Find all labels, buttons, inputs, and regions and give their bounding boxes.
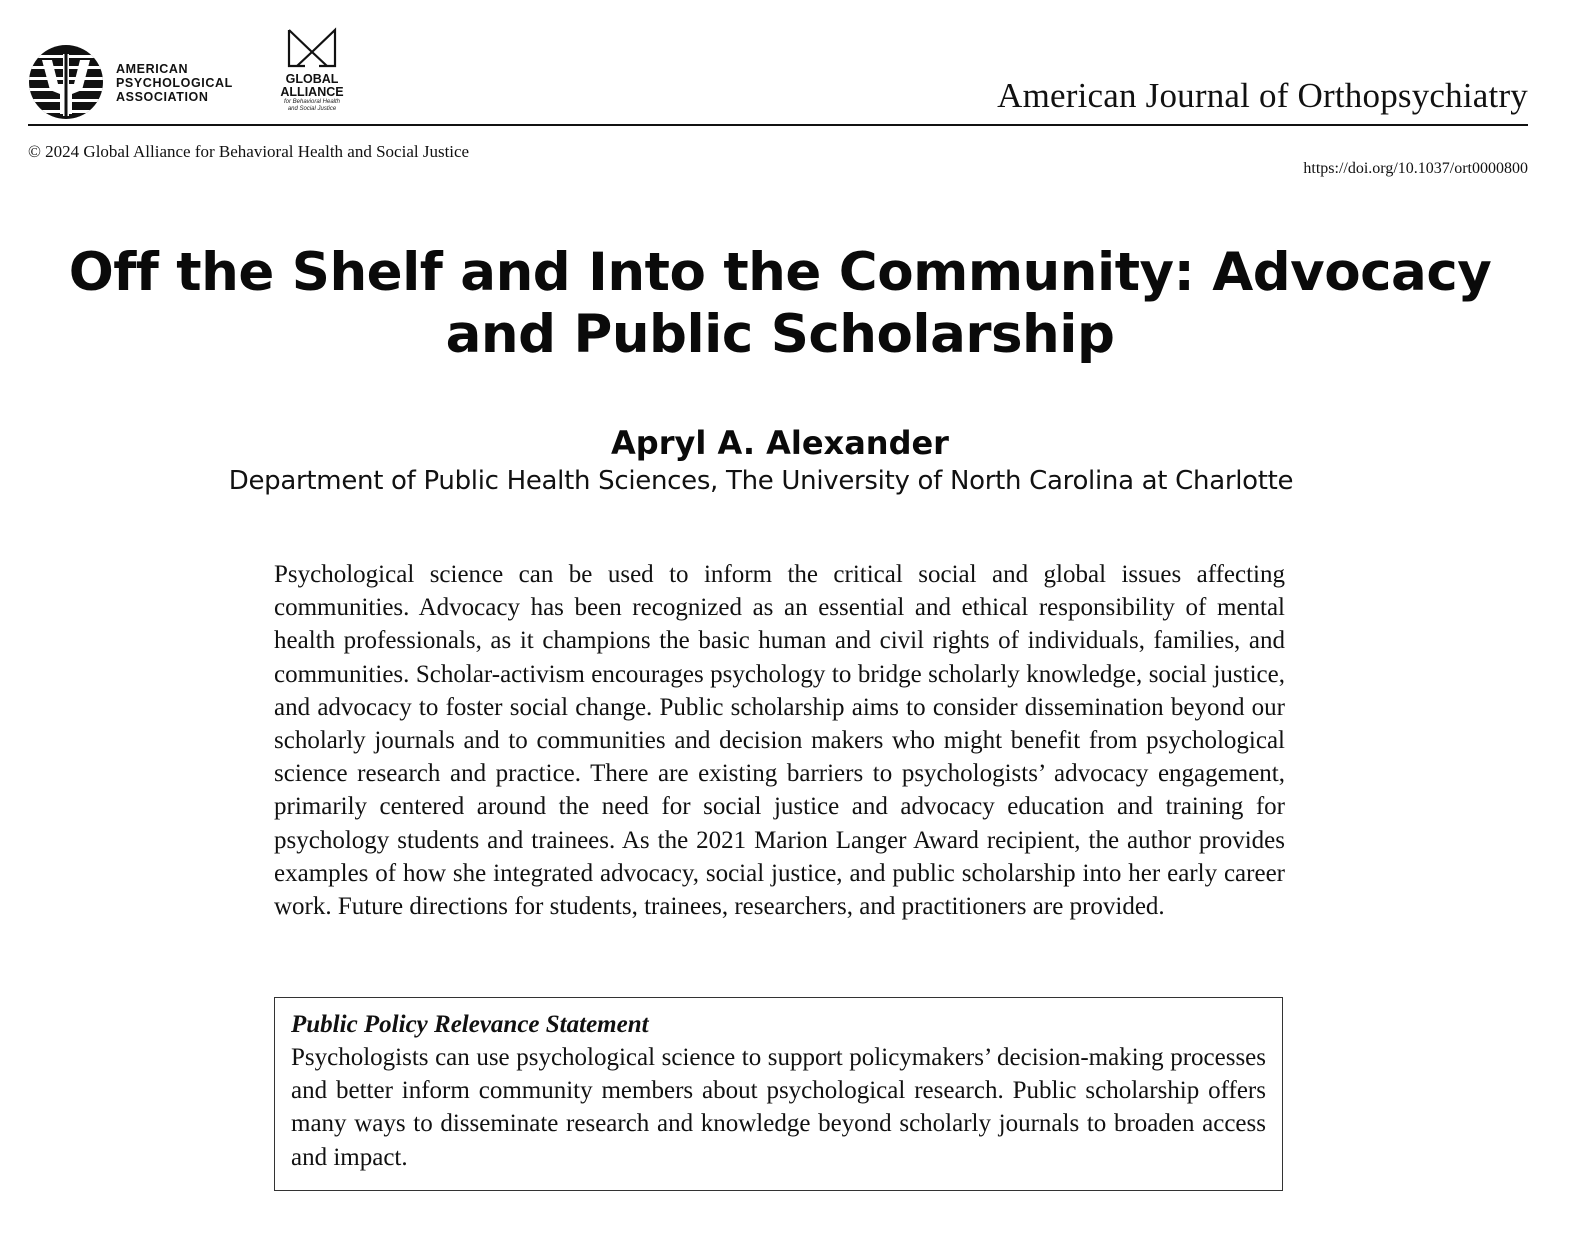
apa-logo-text	[116, 62, 233, 104]
author-name: Apryl A. Alexander	[611, 424, 949, 462]
author-affiliation: Department of Public Health Sciences, The University of North Carolina at Charlotte	[228, 466, 1294, 496]
abstract: Psychological science can be used to inform the critical social and global issues affecting communities. Advocacy has been recognized as an essential and ethical responsibility of mental health professionals, as it champions the basic human and civil rights of individuals, families, and communities. Scholar-activism encourages psychology to bridge scholarly knowledge, social justice, and advocacy to foster social change. Public scholarship aims to consider dissemination beyond our scholarly journals and to communities and decision makers who might benefit from psychological science research and practice. There are existing barriers to psychologists’ advocacy engagement, primarily centered around the need for social justice and advocacy education and training for psychology students and trainees. As the 2021 Marion Langer Award recipient, the author provides examples of how she integrated advocacy, social justice, and public scholarship into her early career work. Future directions for students, trainees, researchers, and practitioners are provided.	[274, 561, 1285, 921]
policy-statement-box	[274, 997, 1283, 1191]
global-alliance-title: GLOBAL ALLIANCE	[280, 72, 344, 99]
apa-psi-logo-icon	[28, 44, 104, 120]
doi-link[interactable]: https://doi.org/10.1037/ort0000800	[1303, 160, 1528, 177]
global-alliance-logo	[278, 26, 346, 122]
journal-name: American Journal of Orthopsychiatry	[997, 76, 1528, 115]
copyright-notice: © 2024 Global Alliance for Behavioral Health and Social Justice	[28, 142, 470, 161]
policy-statement-heading: Public Policy Relevance Statement	[291, 1011, 649, 1038]
apa-logo-line: AMERICAN	[116, 62, 189, 76]
article-title: Off the Shelf and Into the Community: Advocacy and Public Scholarship	[68, 242, 1492, 365]
global-alliance-logo-icon	[285, 26, 339, 70]
global-alliance-subtitle: for Behavioral Health and Social Justice	[283, 99, 341, 112]
header-divider	[28, 124, 1528, 126]
apa-logo-line: ASSOCIATION	[116, 90, 209, 104]
policy-statement-body: Psychologists can use psychological science to support policymakers’ decision-making processes and better inform community members about psychological research. Public scholarship offers many ways to disseminate research and knowledge beyond scholarly journals to broaden access and impact.	[291, 1044, 1266, 1171]
apa-logo-line: PSYCHOLOGICAL	[116, 76, 233, 90]
